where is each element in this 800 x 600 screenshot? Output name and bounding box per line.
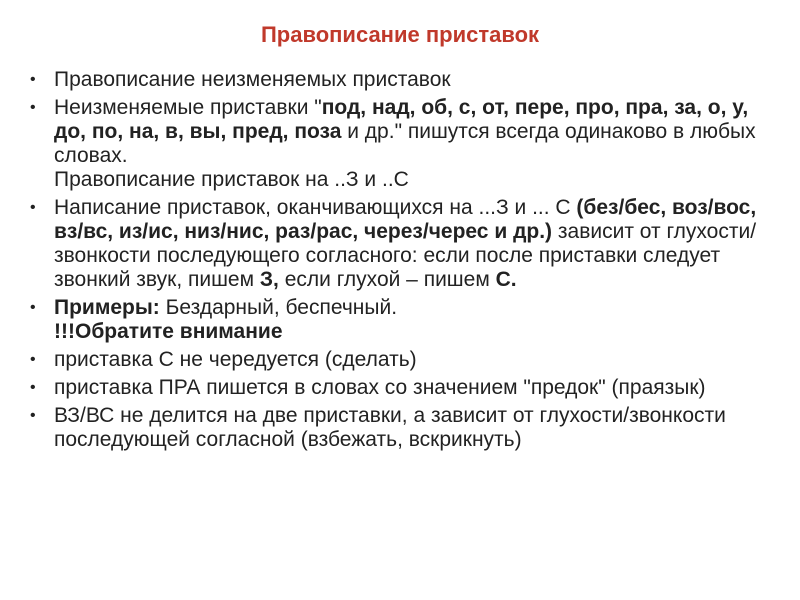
bullet-text: и др." пишутся всегда одинаково в любых словах.: [54, 120, 756, 167]
bullet-text: приставка ПРА пишется в словах со значением "предок" (праязык): [54, 376, 706, 399]
bullet-dot-icon: [30, 296, 48, 320]
letter-z: З,: [259, 268, 279, 291]
bullet-item: [30, 404, 780, 452]
examples-label: Примеры:: [54, 296, 160, 319]
bullet-text: ВЗ/ВС не делится на две приставки, а зависит от глухости/звонкости последующей согласной (взбежать, вскрикнуть): [54, 404, 726, 451]
bullet-text: зависит от глухости/звонкости последующего согласного: если после приставки следует звонкий звук, пишем: [54, 220, 757, 291]
bullet-text: приставка С не чередуется (сделать): [54, 348, 417, 371]
bullet-dot-icon: [30, 68, 48, 92]
prefix-list: под, над, об, с, от, пере, про, пра, за, о, у, до, по, на, в, вы, пред, поза: [54, 96, 749, 143]
bullet-dot-icon: [30, 196, 48, 220]
bullet-item: [30, 296, 780, 344]
bullet-dot-icon: [30, 348, 48, 372]
attention-note: !!!Обратите внимание: [54, 320, 283, 343]
bullet-item: [30, 68, 780, 92]
bullet-text: Написание приставок, оканчивающихся на ...З и ... С: [54, 196, 577, 219]
bullet-text: Бездарный, беспечный.: [159, 296, 398, 319]
slide-title: Правописание приставок: [260, 22, 540, 47]
bullet-subheading: Правописание приставок на ..З и ..С: [54, 168, 409, 191]
prefix-list: (без/бес, воз/вос, вз/вс, из/ис, низ/нис, раз/рас, через/черес и др.): [54, 196, 757, 243]
bullet-dot-icon: [30, 96, 48, 120]
bullet-item: [30, 96, 780, 192]
bullet-text: если глухой – пишем: [278, 268, 496, 291]
bullet-item: [30, 196, 780, 292]
bullet-text: Неизменяемые приставки ": [54, 96, 322, 119]
bullet-dot-icon: [30, 376, 48, 400]
bullet-item: [30, 376, 780, 400]
bullet-text: Правописание неизменяемых приставок: [54, 68, 451, 91]
letter-s: С.: [495, 268, 517, 291]
bullet-list: [30, 68, 780, 456]
bullet-item: [30, 348, 780, 372]
bullet-dot-icon: [30, 404, 48, 428]
